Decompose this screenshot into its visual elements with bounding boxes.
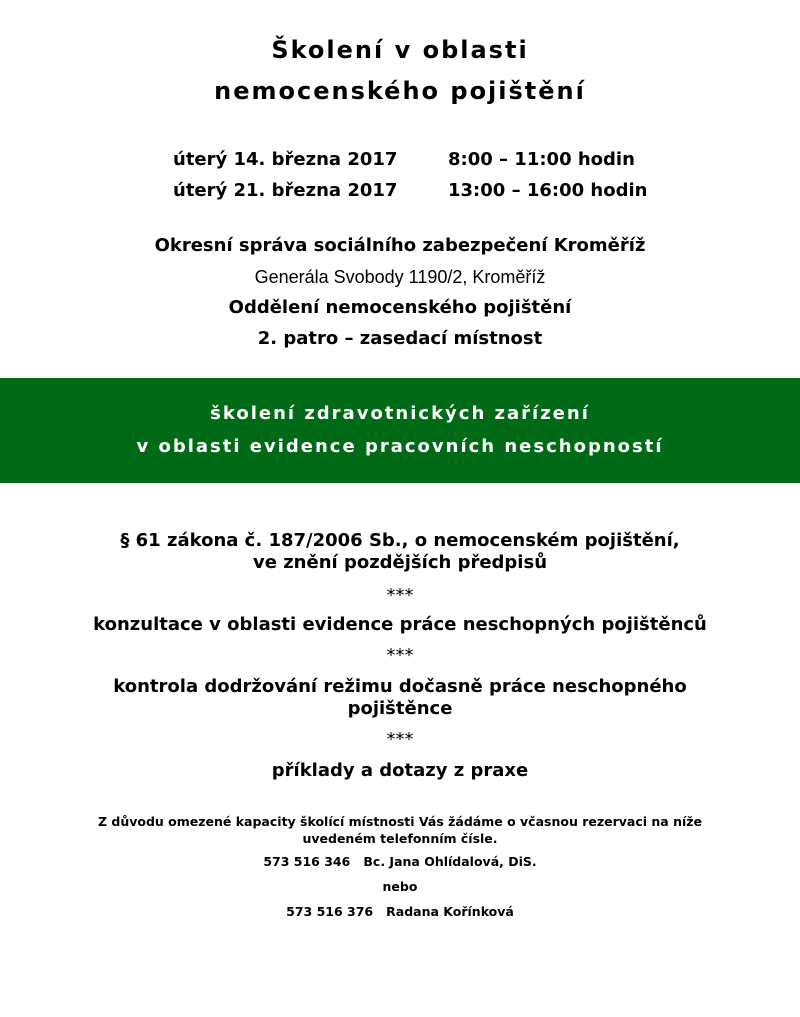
notice-line-2: uvedeném telefonním čísle.	[302, 831, 498, 846]
venue-address: Generála Svobody 1190/2, Kroměříž	[254, 267, 546, 287]
topic-banner	[0, 378, 800, 483]
venue-room: 2. patro – zasedací místnost	[257, 328, 543, 349]
topic-control-line-2: pojištěnce	[347, 698, 453, 719]
schedule-date-1: úterý 14. března 2017	[173, 149, 398, 170]
separator-3: ***	[386, 729, 414, 750]
schedule-time-2: 13:00 – 16:00 hodin	[448, 180, 648, 201]
venue-organization: Okresní správa sociálního zabezpečení Kroměříž	[154, 235, 646, 256]
title-line-2: nemocenského pojištění	[214, 77, 586, 105]
contact-or: nebo	[382, 879, 418, 894]
topic-law-line-1: § 61 zákona č. 187/2006 Sb., o nemocenském pojištění,	[120, 530, 680, 551]
separator-2: ***	[386, 645, 414, 666]
contact-1-name: Bc. Jana Ohlídalová, DiS.	[363, 854, 537, 869]
topic-law-line-2: ve znění pozdějších předpisů	[252, 552, 548, 573]
contact-1-phone: 573 516 346	[263, 854, 351, 869]
schedule-time-1: 8:00 – 11:00 hodin	[448, 149, 635, 170]
schedule-date-2: úterý 21. března 2017	[173, 180, 398, 201]
banner-line-1: školení zdravotnických zařízení	[210, 403, 590, 424]
banner-line-2: v oblasti evidence pracovních neschopností	[136, 436, 664, 457]
notice-line-1: Z důvodu omezené kapacity školící místnosti Vás žádáme o včasnou rezervaci na níže	[97, 814, 703, 829]
page-title	[0, 30, 800, 112]
topic-consultation: konzultace v oblasti evidence práce neschopných pojištěnců	[93, 614, 707, 635]
contact-2-phone: 573 516 376	[286, 904, 374, 919]
contact-2	[0, 903, 800, 920]
title-line-1: Školení v oblasti	[271, 36, 529, 64]
venue-department: Oddělení nemocenského pojištění	[228, 297, 572, 318]
contact-1	[0, 853, 800, 870]
topic-control-line-1: kontrola dodržování režimu dočasně práce neschopného	[113, 676, 687, 697]
contact-2-name: Radana Kořínková	[386, 904, 514, 919]
topic-examples: příklady a dotazy z praxe	[271, 760, 529, 781]
separator-1: ***	[386, 585, 414, 606]
